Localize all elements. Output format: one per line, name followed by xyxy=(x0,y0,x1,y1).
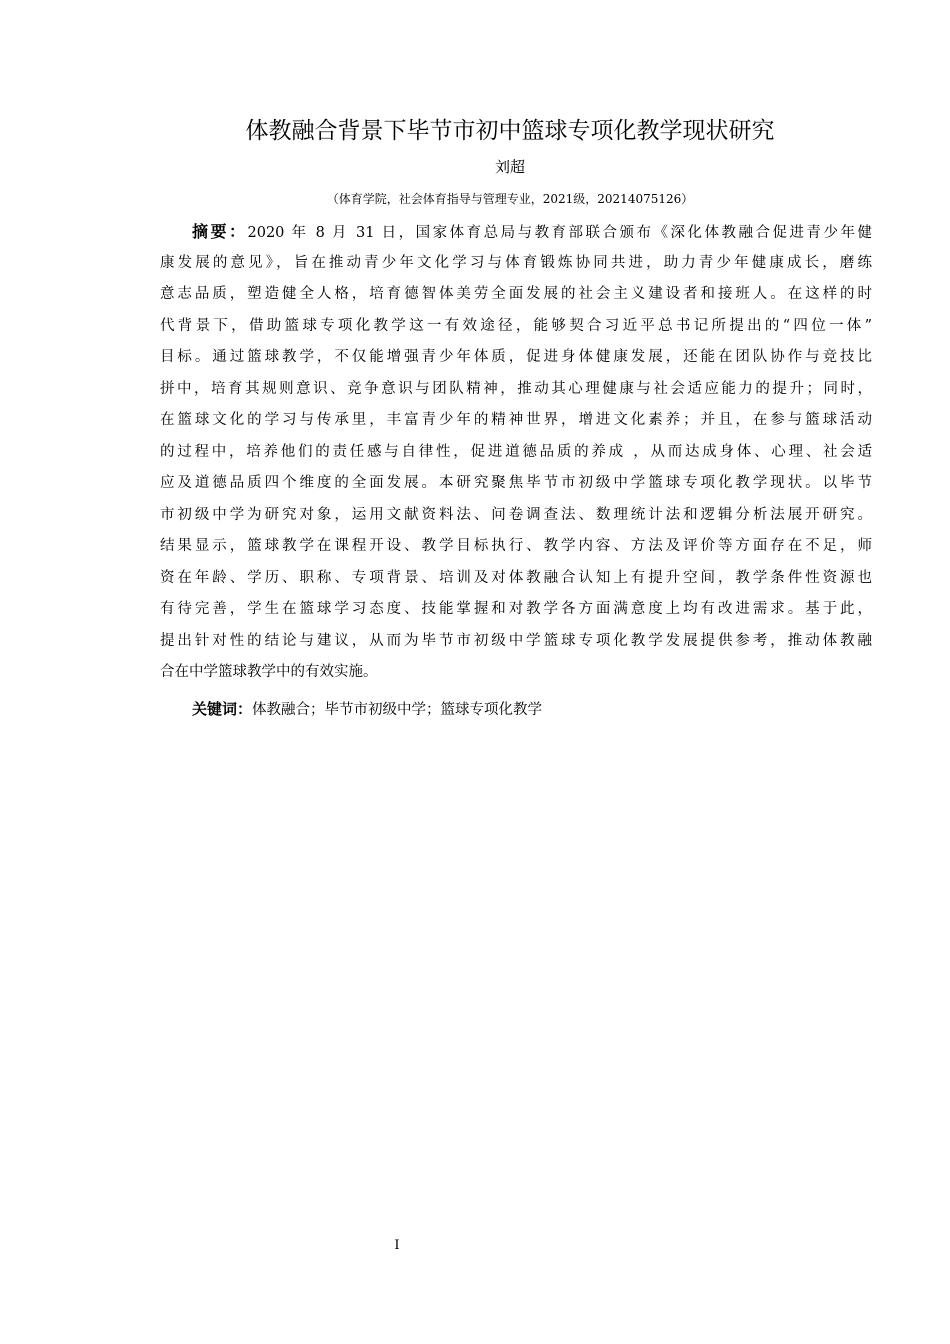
keywords-label: 关键词： xyxy=(192,700,253,718)
abstract-line: 市初级中学为研究对象，运用文献资料法、问卷调查法、数理统计法和逻辑分析法展开研究。 xyxy=(160,506,872,523)
author-name: 刘超 xyxy=(494,158,525,176)
abstract-label: 摘要： xyxy=(192,222,248,241)
abstract-line: 资在年龄、学历、职称、专项背景、培训及对体教融合认知上有提升空间，教学条件性资源也 xyxy=(160,569,872,586)
paper-title: 体教融合背景下毕节市初中篮球专项化教学现状研究 xyxy=(245,118,775,144)
keywords-text: 体教融合；毕节市初级中学；篮球专项化教学 xyxy=(252,702,543,718)
author-affiliation: （体育学院，社会体育指导与管理专业，2021级，20214075126） xyxy=(326,192,694,206)
abstract-line: 有待完善，学生在篮球学习态度、技能掌握和对教学各方面满意度上均有改进需求。基于此， xyxy=(160,601,872,617)
keywords-section xyxy=(160,694,872,726)
abstract-line: 拼中，培育其规则意识、竞争意识与团队精神，推动其心理健康与社会适应能力的提升；同时， xyxy=(160,380,872,397)
abstract-line: 目标。通过篮球教学，不仅能增强青少年体质，促进身体健康发展，还能在团队协作与竞技比 xyxy=(160,349,872,365)
abstract-line: 应及道德品质四个维度的全面发展。本研究聚焦毕节市初级中学篮球专项化教学现状。以毕节 xyxy=(160,475,872,491)
abstract-line: 提出针对性的结论与建议，从而为毕节市初级中学篮球专项化教学发展提供参考，推动体教融 xyxy=(160,632,872,649)
abstract-line: 合在中学篮球教学中的有效实施。 xyxy=(160,664,378,680)
abstract-text: 2020 年 8 月 31 日，国家体育总局与教育部联合颁布《深化体教融合促进青少年健 xyxy=(247,225,872,241)
page-number: I xyxy=(394,1238,400,1253)
abstract-line: 结果显示，篮球教学在课程开设、教学目标执行、教学内容、方法及评价等方面存在不足，师 xyxy=(160,538,872,554)
abstract-line: 代背景下，借助篮球专项化教学这一有效途径，能够契合习近平总书记所提出的“四位一体” xyxy=(160,317,872,334)
abstract-line: 在篮球文化的学习与传承里，丰富青少年的精神世界，增进文化素养；并且，在参与篮球活动 xyxy=(160,412,872,428)
abstract-line xyxy=(160,216,872,248)
abstract-line: 康发展的意见》，旨在推动青少年文化学习与体育锻炼协同共进，助力青少年健康成长，磨练 xyxy=(160,254,872,271)
abstract-line: 意志品质，塑造健全人格，培育德智体美劳全面发展的社会主义建设者和接班人。在这样的时 xyxy=(160,286,872,302)
abstract-line: 的过程中，培养他们的责任感与自律性，促进道德品质的养成 ，从而达成身体、心理、社会适 xyxy=(160,443,872,460)
abstract-section xyxy=(160,216,872,689)
